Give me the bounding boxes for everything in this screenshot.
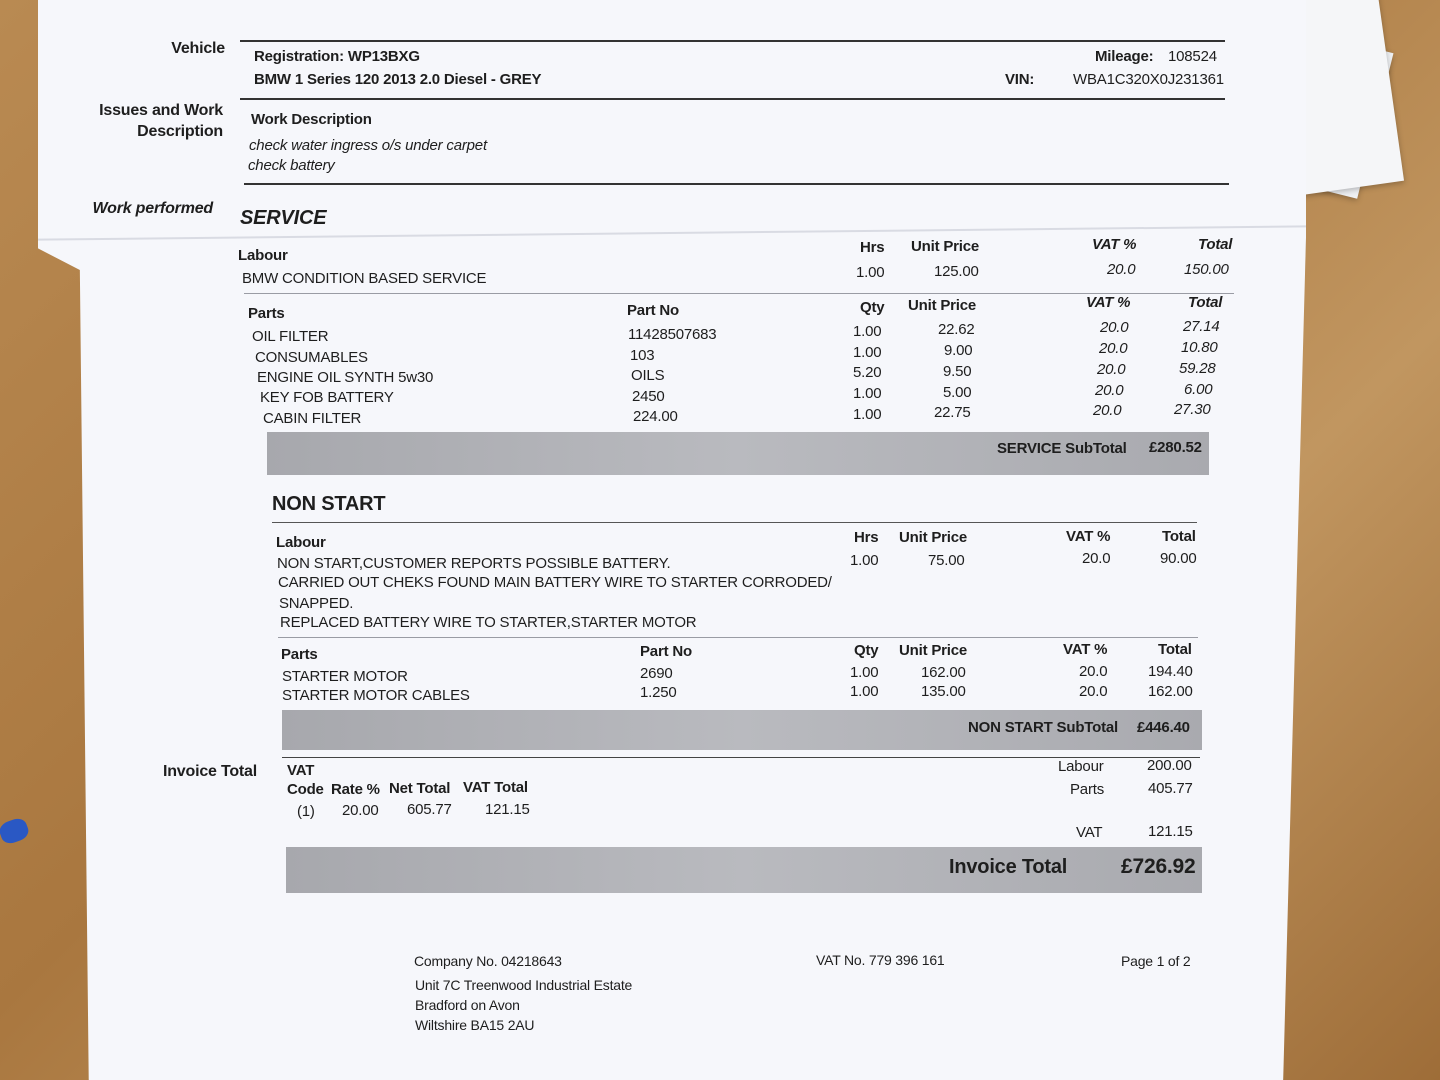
part-number: 2450 xyxy=(632,388,665,405)
service-hrs-header: Hrs xyxy=(860,239,885,256)
part-vat: 20.0 xyxy=(1079,683,1108,700)
vat-net-total: 605.77 xyxy=(407,801,452,818)
service-vat-header: VAT % xyxy=(1092,236,1137,253)
non-start-total-header: Total xyxy=(1162,528,1196,545)
address-line: Bradford on Avon xyxy=(415,997,520,1013)
mileage-value: 108524 xyxy=(1168,48,1217,65)
non-start-labour-line: SNAPPED. xyxy=(279,595,354,612)
rule-non-start xyxy=(272,522,1197,523)
service-qty-header: Qty xyxy=(860,299,885,316)
part-vat: 20.0 xyxy=(1079,663,1108,680)
work-description-heading: Work Description xyxy=(251,111,372,128)
part-total: 162.00 xyxy=(1148,683,1193,700)
blue-pen-mark xyxy=(0,816,31,846)
non-start-parts-heading: Parts xyxy=(281,646,318,663)
part-qty: 1.00 xyxy=(853,323,882,340)
page-number: Page 1 of 2 xyxy=(1121,953,1191,969)
vin-value: WBA1C320X0J231361 xyxy=(1073,71,1224,88)
part-number: OILS xyxy=(631,367,665,384)
service-labour-hrs: 1.00 xyxy=(856,264,885,281)
address-line: Wiltshire BA15 2AU xyxy=(415,1017,535,1033)
vat-rate: 20.00 xyxy=(342,802,379,819)
non-start-hrs-header: Hrs xyxy=(854,529,879,546)
service-parts-heading: Parts xyxy=(248,305,285,322)
service-parts-unit-header: Unit Price xyxy=(908,297,977,314)
part-name: STARTER MOTOR xyxy=(282,668,408,685)
parts-total-value: 405.77 xyxy=(1148,780,1193,797)
non-start-vat-header: VAT % xyxy=(1066,528,1111,545)
work-performed-label: Work performed xyxy=(92,200,213,217)
service-labour-heading: Labour xyxy=(238,247,288,264)
part-vat: 20.0 xyxy=(1093,402,1122,419)
vin-label: VIN: xyxy=(1005,71,1035,88)
issues-label-2: Description xyxy=(137,123,223,140)
vat-rate-header: Rate % xyxy=(331,781,380,798)
service-subtotal-value: £280.52 xyxy=(1149,439,1202,456)
part-total: 194.40 xyxy=(1148,663,1193,680)
part-vat: 20.0 xyxy=(1095,382,1124,399)
part-number: 103 xyxy=(630,347,655,364)
service-parts-vat-header: VAT % xyxy=(1086,294,1131,311)
invoice-total-side-label: Invoice Total xyxy=(162,763,257,780)
service-labour-vat: 20.0 xyxy=(1107,261,1136,278)
vat-number: VAT No. 779 396 161 xyxy=(816,952,945,968)
part-name: KEY FOB BATTERY xyxy=(260,389,394,406)
part-vat: 20.0 xyxy=(1097,361,1126,378)
non-start-labour-heading: Labour xyxy=(276,534,326,551)
address-line: Unit 7C Treenwood Industrial Estate xyxy=(415,977,633,993)
non-start-labour-hrs: 1.00 xyxy=(850,552,879,569)
part-qty: 1.00 xyxy=(853,344,882,361)
part-vat: 20.0 xyxy=(1099,340,1128,357)
service-total-header: Total xyxy=(1198,236,1233,253)
registration: Registration: WP13BXG xyxy=(254,48,420,65)
part-qty: 1.00 xyxy=(850,664,879,681)
part-qty: 5.20 xyxy=(853,364,882,381)
part-unit-price: 5.00 xyxy=(943,384,972,401)
parts-total-label: Parts xyxy=(1070,781,1105,798)
vat-heading: VAT xyxy=(287,762,315,779)
rule-top xyxy=(240,40,1225,42)
part-unit-price: 22.62 xyxy=(938,321,975,338)
non-start-parts-unit-header: Unit Price xyxy=(899,642,968,659)
non-start-labour-total: 90.00 xyxy=(1160,550,1197,567)
non-start-labour-line: CARRIED OUT CHEKS FOUND MAIN BATTERY WIRE TO STARTER CORRODED/ xyxy=(278,574,832,591)
part-name: CONSUMABLES xyxy=(255,349,368,366)
non-start-parts-total-header: Total xyxy=(1158,641,1192,658)
work-description-line: check water ingress o/s under carpet xyxy=(249,137,487,154)
non-start-unit-header: Unit Price xyxy=(899,529,968,546)
labour-total-value: 200.00 xyxy=(1147,757,1192,774)
non-start-labour-line: REPLACED BATTERY WIRE TO STARTER,STARTER MOTOR xyxy=(280,614,697,631)
part-number: 2690 xyxy=(640,665,673,682)
part-unit-price: 135.00 xyxy=(921,683,966,700)
vat-total-header: VAT Total xyxy=(463,779,528,796)
mileage-label: Mileage: xyxy=(1095,48,1154,65)
issues-label: Issues and Work xyxy=(99,102,223,119)
vat-summary-label: VAT xyxy=(1076,824,1103,841)
company-number: Company No. 04218643 xyxy=(414,953,562,969)
service-partno-header: Part No xyxy=(627,302,679,319)
rule-issues xyxy=(244,183,1229,185)
invoice-total-label: Invoice Total xyxy=(949,856,1068,878)
part-number: 11428507683 xyxy=(628,326,717,343)
non-start-subtotal-label: NON START SubTotal xyxy=(968,719,1118,736)
service-labour-desc: BMW CONDITION BASED SERVICE xyxy=(242,270,487,287)
vat-total-value: 121.15 xyxy=(485,801,530,818)
part-unit-price: 9.00 xyxy=(944,342,973,359)
part-total: 59.28 xyxy=(1179,360,1216,377)
invoice-total-value: £726.92 xyxy=(1121,855,1196,878)
part-name: ENGINE OIL SYNTH 5w30 xyxy=(257,369,434,386)
non-start-subtotal-value: £446.40 xyxy=(1137,719,1190,736)
part-qty: 1.00 xyxy=(853,385,882,402)
part-name: STARTER MOTOR CABLES xyxy=(282,687,470,704)
vat-summary-value: 121.15 xyxy=(1148,823,1193,840)
service-labour-unit: 125.00 xyxy=(934,263,979,280)
non-start-labour-vat: 20.0 xyxy=(1082,550,1111,567)
non-start-labour-line: NON START,CUSTOMER REPORTS POSSIBLE BATTERY. xyxy=(277,555,671,572)
non-start-parts-vat-header: VAT % xyxy=(1063,641,1108,658)
non-start-qty-header: Qty xyxy=(854,642,879,659)
service-title: SERVICE xyxy=(240,207,327,229)
invoice-paper xyxy=(38,0,1306,1080)
service-unit-header: Unit Price xyxy=(911,238,980,255)
vehicle-label: Vehicle xyxy=(171,40,225,57)
labour-total-label: Labour xyxy=(1058,758,1104,775)
service-parts-total-header: Total xyxy=(1188,294,1223,311)
vat-net-header: Net Total xyxy=(389,780,451,797)
part-unit-price: 162.00 xyxy=(921,664,966,681)
rule-non-start-labour xyxy=(278,637,1198,638)
non-start-partno-header: Part No xyxy=(640,643,692,660)
non-start-labour-unit: 75.00 xyxy=(928,552,965,569)
work-description-line: check battery xyxy=(248,157,335,174)
part-name: CABIN FILTER xyxy=(263,410,362,427)
part-number: 224.00 xyxy=(633,408,678,425)
part-total: 10.80 xyxy=(1181,339,1218,356)
rule-vehicle xyxy=(240,98,1225,100)
part-qty: 1.00 xyxy=(850,683,879,700)
part-total: 27.30 xyxy=(1174,401,1211,418)
service-labour-total: 150.00 xyxy=(1184,261,1229,278)
part-total: 27.14 xyxy=(1183,318,1220,335)
service-subtotal-label: SERVICE SubTotal xyxy=(997,440,1127,457)
part-qty: 1.00 xyxy=(853,406,882,423)
part-unit-price: 22.75 xyxy=(934,404,971,421)
part-total: 6.00 xyxy=(1184,381,1213,398)
non-start-title: NON START xyxy=(272,493,386,515)
part-number: 1.250 xyxy=(640,684,677,701)
vat-code: (1) xyxy=(297,803,315,820)
part-name: OIL FILTER xyxy=(252,328,329,345)
part-unit-price: 9.50 xyxy=(943,363,972,380)
part-vat: 20.0 xyxy=(1100,319,1129,336)
vehicle-description: BMW 1 Series 120 2013 2.0 Diesel - GREY xyxy=(254,71,542,88)
vat-code-header: Code xyxy=(287,781,324,798)
